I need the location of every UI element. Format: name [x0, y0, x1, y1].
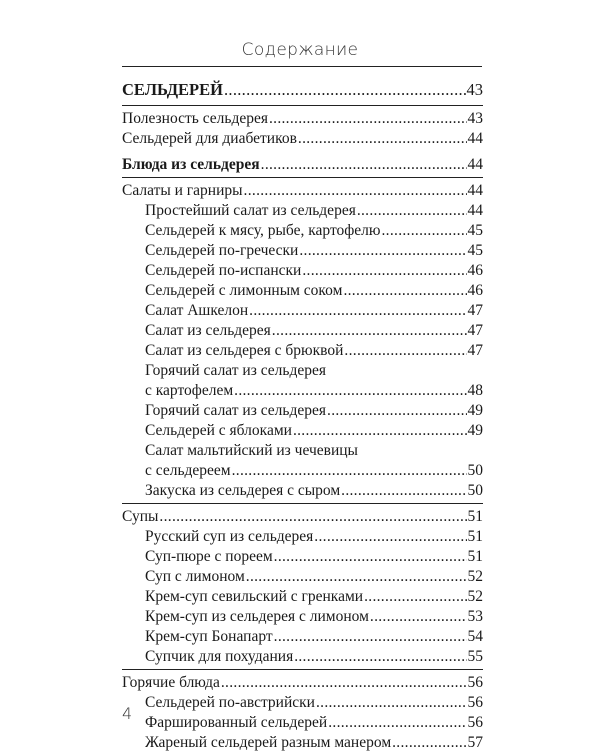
dot-leader: [302, 261, 466, 281]
toc-entry-title: Закуска из сельдерея с сыром: [145, 482, 341, 499]
toc-entry-title: Сельдерей с лимонным соком: [145, 282, 343, 299]
toc-entry-title: Горячий салат из сельдерея: [145, 402, 327, 419]
toc-entry: [122, 381, 483, 401]
dot-leader: [370, 607, 467, 627]
toc-entry-first-line: Горячий салат из сельдерея: [145, 362, 327, 379]
toc-entry-title: Салаты и гарниры: [122, 182, 243, 199]
dot-leader: [316, 693, 467, 713]
toc-entry-page: 46: [467, 282, 483, 299]
toc-entry: [122, 181, 483, 201]
dot-leader: [343, 281, 466, 301]
toc-entry: [122, 201, 483, 221]
toc-entry-page: 49: [467, 422, 483, 439]
toc-entry-title: Простейший салат из сельдерея: [145, 202, 356, 219]
toc-entry-title: Полезность сельдерея: [122, 110, 268, 127]
page-header-title: Содержание: [241, 40, 359, 60]
toc-entry-title: СЕЛЬДЕРЕЙ: [122, 80, 223, 99]
dot-leader: [261, 155, 467, 175]
toc-entry-title: Салат из сельдерея с брюквой: [145, 342, 344, 359]
toc-entry-page: 56: [467, 714, 483, 731]
toc-entry-page: 44: [467, 130, 483, 147]
toc-entry-title: Сельдерей по-австрийски: [145, 694, 315, 711]
toc-entry-title: с картофелем: [145, 382, 234, 399]
toc-entry-title: Блюда из сельдерея: [122, 156, 260, 173]
header-rule: [122, 66, 482, 67]
dot-leader: [382, 221, 467, 241]
toc-entry-title: Суп с лимоном: [145, 568, 245, 585]
toc-entry: [122, 421, 483, 441]
toc-entry-title: Супы: [122, 508, 159, 525]
toc-entry-page: 55: [467, 648, 483, 665]
toc-entry: [122, 281, 483, 301]
toc-entry: [122, 341, 483, 361]
toc-entry: [122, 713, 483, 733]
toc-entry: [122, 733, 483, 753]
toc-entry-page: 45: [467, 222, 483, 239]
toc-entry-page: 53: [467, 608, 483, 625]
dot-leader: [344, 341, 466, 361]
toc-entry-title: Крем-суп севильский с гренками: [145, 588, 364, 605]
toc-entry: [122, 461, 483, 481]
dot-leader: [299, 241, 466, 261]
toc-entry-title: Сельдерей с яблоками: [145, 422, 292, 439]
toc-entry: [122, 587, 483, 607]
toc-entry-page: 51: [467, 528, 483, 545]
toc-entry: [122, 261, 483, 281]
toc-entry-page: 56: [467, 674, 483, 691]
section-divider: [122, 105, 483, 106]
toc-entry-page: 47: [467, 342, 483, 359]
toc-entry: [122, 80, 483, 103]
toc-entry-title: Горячие блюда: [122, 674, 220, 691]
toc-entry-title: Сельдерей по-гречески: [145, 242, 299, 259]
toc-entry-page: 43: [467, 110, 483, 127]
toc-entry: [122, 401, 483, 421]
toc-entry-page: 52: [467, 588, 483, 605]
dot-leader: [341, 481, 466, 501]
dot-leader: [244, 181, 467, 201]
toc-entry: [122, 241, 483, 261]
toc-entry-page: 50: [467, 462, 483, 479]
toc-entry: [122, 627, 483, 647]
toc-entry-page: 47: [467, 322, 483, 339]
toc-entry-page: 51: [467, 548, 483, 565]
toc-entry: [122, 673, 483, 693]
page-number: 4: [122, 704, 133, 723]
toc-entry-first-line: Салат мальтийский из чечевицы: [145, 442, 358, 459]
toc-entry-page: 48: [467, 382, 483, 399]
section-divider: [122, 503, 483, 504]
dot-leader: [246, 567, 467, 587]
dot-leader: [224, 80, 466, 100]
toc-entry-page: 45: [467, 242, 483, 259]
toc-entry-title: с сельдереем: [145, 462, 231, 479]
toc-entry-page: 44: [467, 202, 483, 219]
toc-entry-title: Салат из сельдерея: [145, 322, 271, 339]
section-divider: [122, 177, 483, 178]
toc-entry: [122, 155, 483, 175]
dot-leader: [328, 713, 466, 733]
toc-entry-title: Салат Ашкелон: [145, 302, 249, 319]
toc-entry-title: Русский суп из сельдерея: [145, 528, 314, 545]
dot-leader: [269, 109, 467, 129]
dot-leader: [272, 321, 467, 341]
dot-leader: [294, 647, 466, 667]
toc-entry-title: Сельдерей к мясу, рыбе, картофелю: [145, 222, 381, 239]
toc-entry: [122, 301, 483, 321]
dot-leader: [274, 547, 467, 567]
dot-leader: [364, 587, 466, 607]
toc-entry-page: 57: [467, 734, 483, 751]
toc-entry-title: Жареный сельдерей разным манером: [145, 734, 392, 751]
toc-entry-title: Суп-пюре с пореем: [145, 548, 273, 565]
dot-leader: [221, 673, 467, 693]
toc-entry-page: 54: [467, 628, 483, 645]
toc-entry-page: 43: [466, 80, 483, 99]
table-of-contents: [122, 78, 483, 753]
toc-entry: [122, 481, 483, 501]
dot-leader: [274, 627, 467, 647]
toc-entry: [122, 607, 483, 627]
dot-leader: [249, 301, 466, 321]
toc-entry-title: Крем-суп из сельдерея с лимоном: [145, 608, 369, 625]
toc-entry: [122, 109, 483, 129]
toc-entry: [122, 321, 483, 341]
toc-entry: [122, 547, 483, 567]
dot-leader: [234, 381, 466, 401]
toc-entry-page: 44: [467, 182, 483, 199]
toc-entry: [122, 567, 483, 587]
toc-entry-page: 47: [467, 302, 483, 319]
toc-entry-page: 50: [467, 482, 483, 499]
dot-leader: [314, 527, 466, 547]
dot-leader: [159, 507, 466, 527]
dot-leader: [392, 733, 466, 753]
dot-leader: [327, 401, 466, 421]
toc-entry-page: 44: [467, 156, 483, 173]
toc-entry-title: Супчик для похудания: [145, 648, 294, 665]
toc-entry: [122, 507, 483, 527]
toc-entry: [122, 129, 483, 149]
toc-entry-title: Сельдерей по-испански: [145, 262, 302, 279]
toc-entry-page: 51: [467, 508, 483, 525]
toc-entry-page: 56: [467, 694, 483, 711]
toc-entry: [122, 527, 483, 547]
dot-leader: [232, 461, 467, 481]
toc-entry-title: Крем-суп Бонапарт: [145, 628, 273, 645]
dot-leader: [293, 421, 467, 441]
toc-entry: [122, 693, 483, 713]
toc-entry-title: Сельдерей для диабетиков: [122, 130, 297, 147]
toc-entry-page: 52: [467, 568, 483, 585]
dot-leader: [357, 201, 467, 221]
toc-entry-page: 46: [467, 262, 483, 279]
dot-leader: [298, 129, 467, 149]
toc-entry: [122, 647, 483, 667]
toc-entry-page: 49: [467, 402, 483, 419]
toc-entry: [122, 221, 483, 241]
toc-entry-title: Фаршированный сельдерей: [145, 714, 328, 731]
section-divider: [122, 669, 483, 670]
